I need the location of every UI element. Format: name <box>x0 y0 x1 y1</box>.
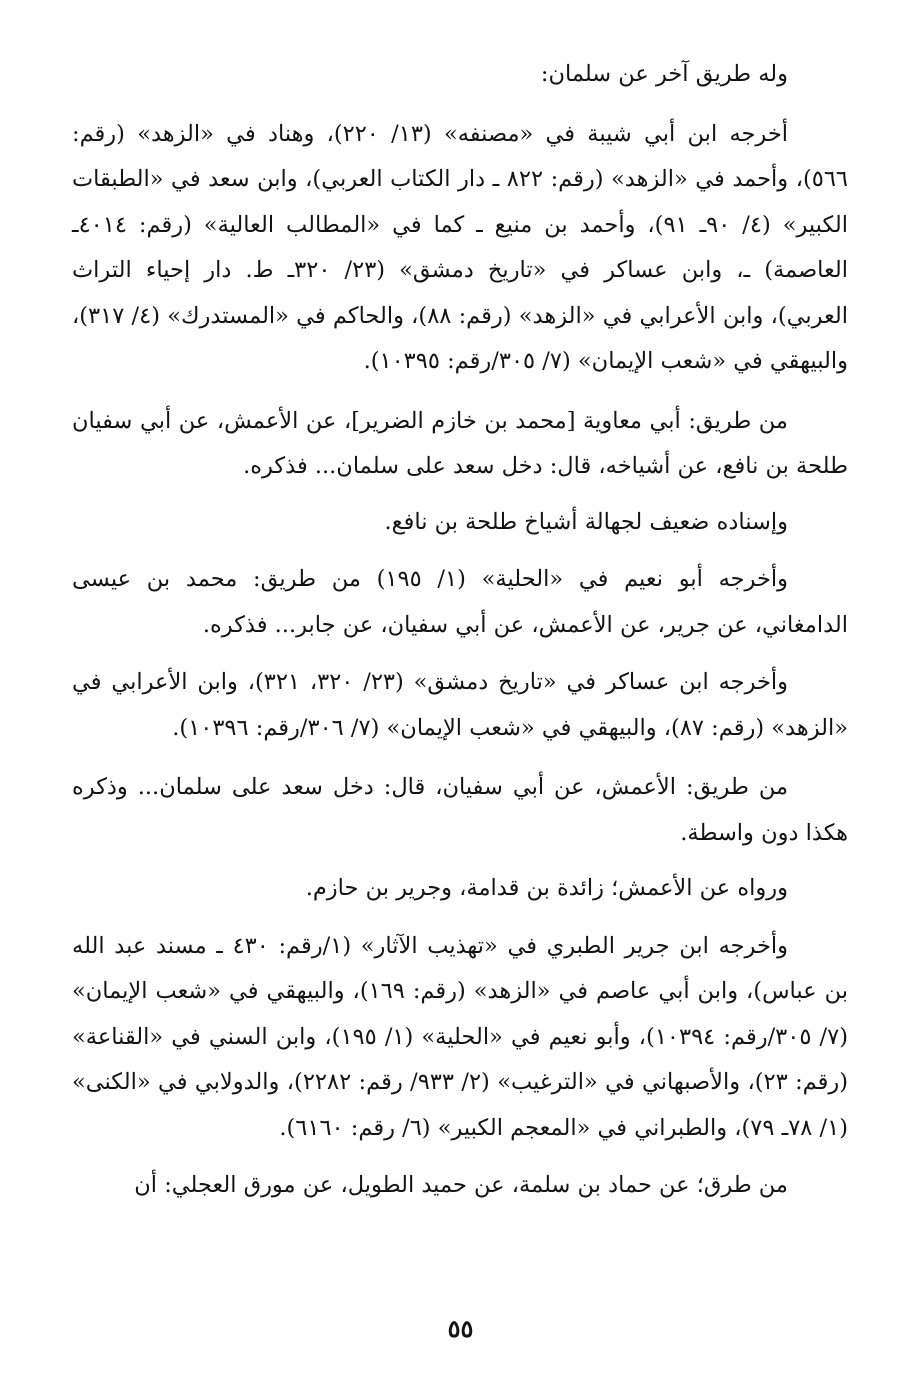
page-body <box>72 52 848 1209</box>
paragraph-intro: وله طريق آخر عن سلمان: <box>540 61 788 87</box>
paragraph-isnad-1: من طريق: أبي معاوية [محمد بن خازم الضرير]، عن الأعمش، عن أبي سفيان طلحة بن نافع، عن أشياخه، قال: دخل سعد على سلمان... فذكره. <box>72 407 848 479</box>
paragraph-takhrij-2: وأخرجه أبو نعيم في «الحلية» (١/ ١٩٥) من طريق: محمد بن عيسى الدامغاني، عن جرير، عن الأعمش، عن أبي سفيان، عن جابر... فذكره. <box>72 566 848 638</box>
paragraph-narrators: ورواه عن الأعمش؛ زائدة بن قدامة، وجرير بن حازم. <box>305 875 788 901</box>
paragraph-takhrij-3: وأخرجه ابن عساكر في «تاريخ دمشق» (٢٣/ ٣٢٠، ٣٢١)، وابن الأعرابي في «الزهد» (رقم: ٨٧)، والبيهقي في «شعب الإيمان» (٧/ ٣٠٦/رقم: ١٠٣٩٦). <box>72 669 848 741</box>
paragraph-takhrij-4: وأخرجه ابن جرير الطبري في «تهذيب الآثار» (١/رقم: ٤٣٠ ـ مسند عبد الله بن عباس)، وابن أبي عاصم في «الزهد» (رقم: ١٦٩)، والبيهقي في «شعب الإيمان» (٧/ ٣٠٥/رقم: ١٠٣٩٤)، وأبو نعيم في «الحلية» (١/ ١٩٥)، وابن السني في «القناعة» (رقم: ٢٣)، والأصبهاني في «الترغيب» (٢/ ٩٣٣/ رقم: ٢٢٨٢)، والدولابي في «الكنى» (١/ ٧٨ـ ٧٩)، والطبراني في «المعجم الكبير» (٦/ رقم: ٦١٦٠). <box>72 932 849 1141</box>
paragraph-takhrij-1: أخرجه ابن أبي شيبة في «مصنفه» (١٣/ ٢٢٠)، وهناد في «الزهد» (رقم: ٥٦٦)، وأحمد في «الزهد» (رقم: ٨٢٢ ـ دار الكتاب العربي)، وابن سعد في «الطبقات الكبير» (٤/ ٩٠ـ ٩١)، وأحمد بن منيع ـ كما في «المطالب العالية» (رقم: ٤٠١٤ـ العاصمة) ـ، وابن عساكر في «تاريخ دمشق» (٢٣/ ٣٢٠ـ ط. دار إحياء التراث العربي)، وابن الأعرابي في «الزهد» (رقم: ٨٨)، والحاكم في «المستدرك» (٤/ ٣١٧)، والبيهقي في «شعب الإيمان» (٧/ ٣٠٥/رقم: ١٠٣٩٥). <box>72 120 849 374</box>
paragraph-isnad-2: من طريق: الأعمش، عن أبي سفيان، قال: دخل سعد على سلمان... وذكره هكذا دون واسطة. <box>72 774 848 846</box>
paragraph-grading: وإسناده ضعيف لجهالة أشياخ طلحة بن نافع. <box>384 508 788 535</box>
page-number: ٥٥ <box>447 1314 474 1343</box>
paragraph-isnad-3: من طرق؛ عن حماد بن سلمة، عن حميد الطويل، عن مورق العجلي: أن <box>134 1172 788 1198</box>
